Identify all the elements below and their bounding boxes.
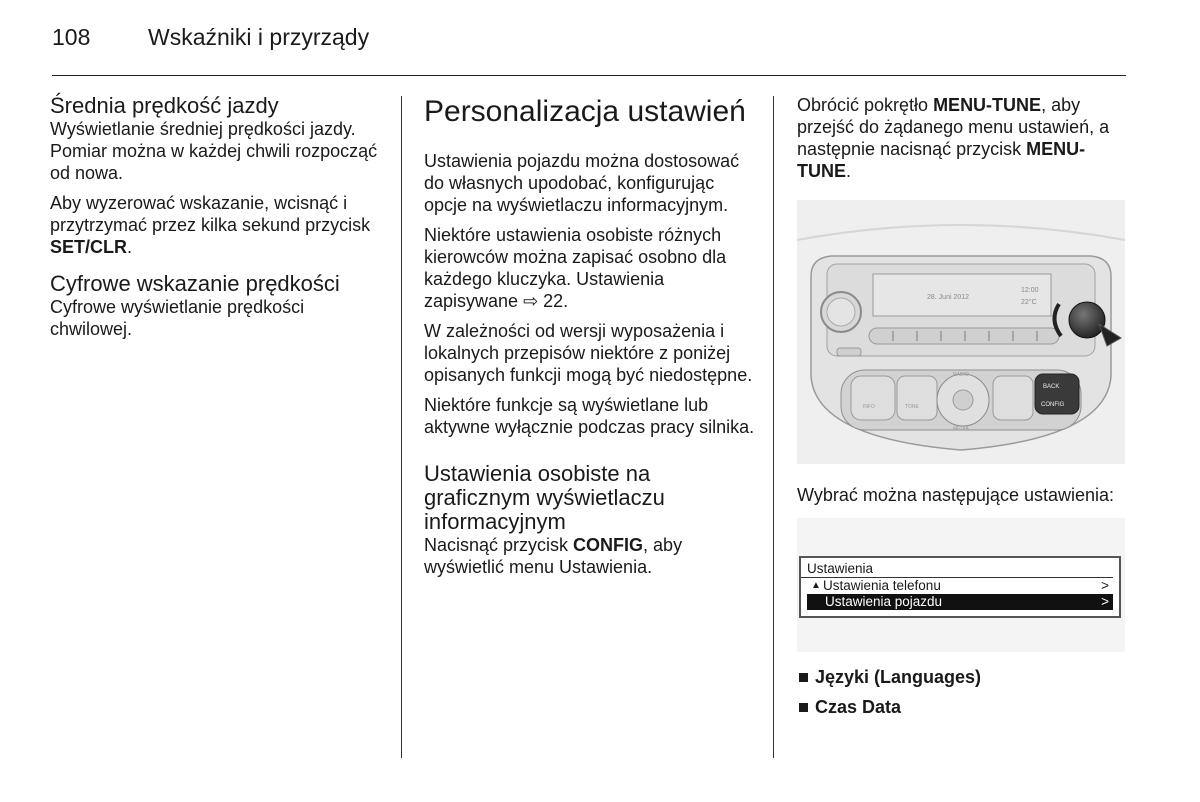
paragraph [424, 534, 758, 578]
paragraph: Ustawienia pojazdu można dostosować do własnych upodobać, konfigurując opcje na wyświetlaczu informacyjnym. [424, 151, 740, 215]
settings-menu [799, 556, 1121, 618]
paragraph: Cyfrowe wyświetlanie prędkości chwilowej. [50, 297, 305, 339]
tone-label: TONE [905, 404, 919, 410]
page-reference: ⇨ 22. [523, 291, 569, 311]
column-divider [401, 96, 402, 758]
settings-menu-screenshot [797, 518, 1125, 652]
info-label: INFO [863, 404, 875, 410]
button-name: SET/CLR [50, 237, 128, 257]
text: , aby przejść do żądanego menu ustawień, a następnie nacisnąć przycisk [797, 95, 1110, 159]
control-name: MENU-TUNE [797, 139, 1086, 181]
media-label: MEDIA [953, 426, 969, 432]
menu-item-phone-settings [807, 578, 1113, 594]
column-1 [50, 94, 386, 348]
section-heading-average-speed: Średnia prędkość jazdy [50, 93, 279, 118]
list-item: Języki (Languages) [797, 666, 1127, 688]
dashboard-illustration [797, 200, 1125, 464]
running-title: Wskaźniki i przyrządy [148, 24, 370, 50]
column-2 [424, 94, 758, 586]
text: . [846, 161, 852, 181]
column-divider [773, 96, 774, 758]
settings-options-list [797, 666, 1127, 718]
paragraph [797, 94, 1127, 182]
menu-title: Ustawienia [801, 558, 1113, 578]
list-item: Czas Data [797, 696, 1127, 718]
text: Obrócić pokrętło [797, 95, 934, 115]
radio-label: RADIO [953, 372, 969, 378]
display-time: 12:00 [1021, 287, 1039, 294]
chevron-right-icon: > [1101, 594, 1109, 609]
paragraph: W zależności od wersji wyposażenia i lokalnych przepisów niektóre z poniżej opisanych funkcji mogą być niedostępne. [424, 321, 753, 385]
dashboard-drawing [797, 200, 1125, 464]
text: Aby wyzerować wskazanie, wcisnąć i przytrzymać przez kilka sekund przycisk [50, 193, 371, 235]
text: Nacisnąć przycisk [424, 535, 574, 555]
paragraph [424, 224, 758, 312]
column-3 [797, 94, 1127, 726]
control-name: MENU-TUNE [933, 95, 1042, 115]
paragraph [50, 192, 386, 258]
text: Niektóre ustawienia osobiste różnych kierowców można zapisać osobno dla każdego kluczyka. Ustawienia zapisywane [424, 225, 727, 311]
button-name: CONFIG [573, 535, 644, 555]
text: , aby wyświetlić menu Ustawienia. [424, 535, 683, 577]
paragraph: Wyświetlanie średniej prędkości jazdy. Pomiar można w każdej chwili rozpocząć od nowa. [50, 119, 378, 183]
display-temp: 22°C [1021, 299, 1037, 306]
paragraph: Wybrać można następujące ustawienia: [797, 485, 1115, 505]
subheading-personal-settings: Ustawienia osobiste na graficznym wyświetlaczu informacyjnym [424, 461, 665, 534]
page-number: 108 [52, 24, 91, 50]
paragraph: Niektóre funkcje są wyświetlane lub aktywne wyłącznie podczas pracy silnika. [424, 395, 755, 437]
main-heading: Personalizacja ustawień [424, 95, 746, 128]
config-label: CONFIG [1041, 402, 1065, 408]
header-divider [52, 75, 1126, 76]
scroll-up-arrow-icon: ▲ [811, 580, 821, 591]
section-heading-digital-speed: Cyfrowe wskazanie prędkości [50, 271, 340, 296]
menu-item-label: Ustawienia pojazdu [825, 594, 943, 609]
back-label: BACK [1043, 384, 1060, 390]
menu-item-vehicle-settings [807, 594, 1113, 610]
chevron-right-icon: > [1101, 578, 1109, 593]
display-date: 28. Juni 2012 [927, 294, 970, 301]
text: . [127, 237, 133, 257]
menu-item-label: Ustawienia telefonu [823, 578, 941, 593]
